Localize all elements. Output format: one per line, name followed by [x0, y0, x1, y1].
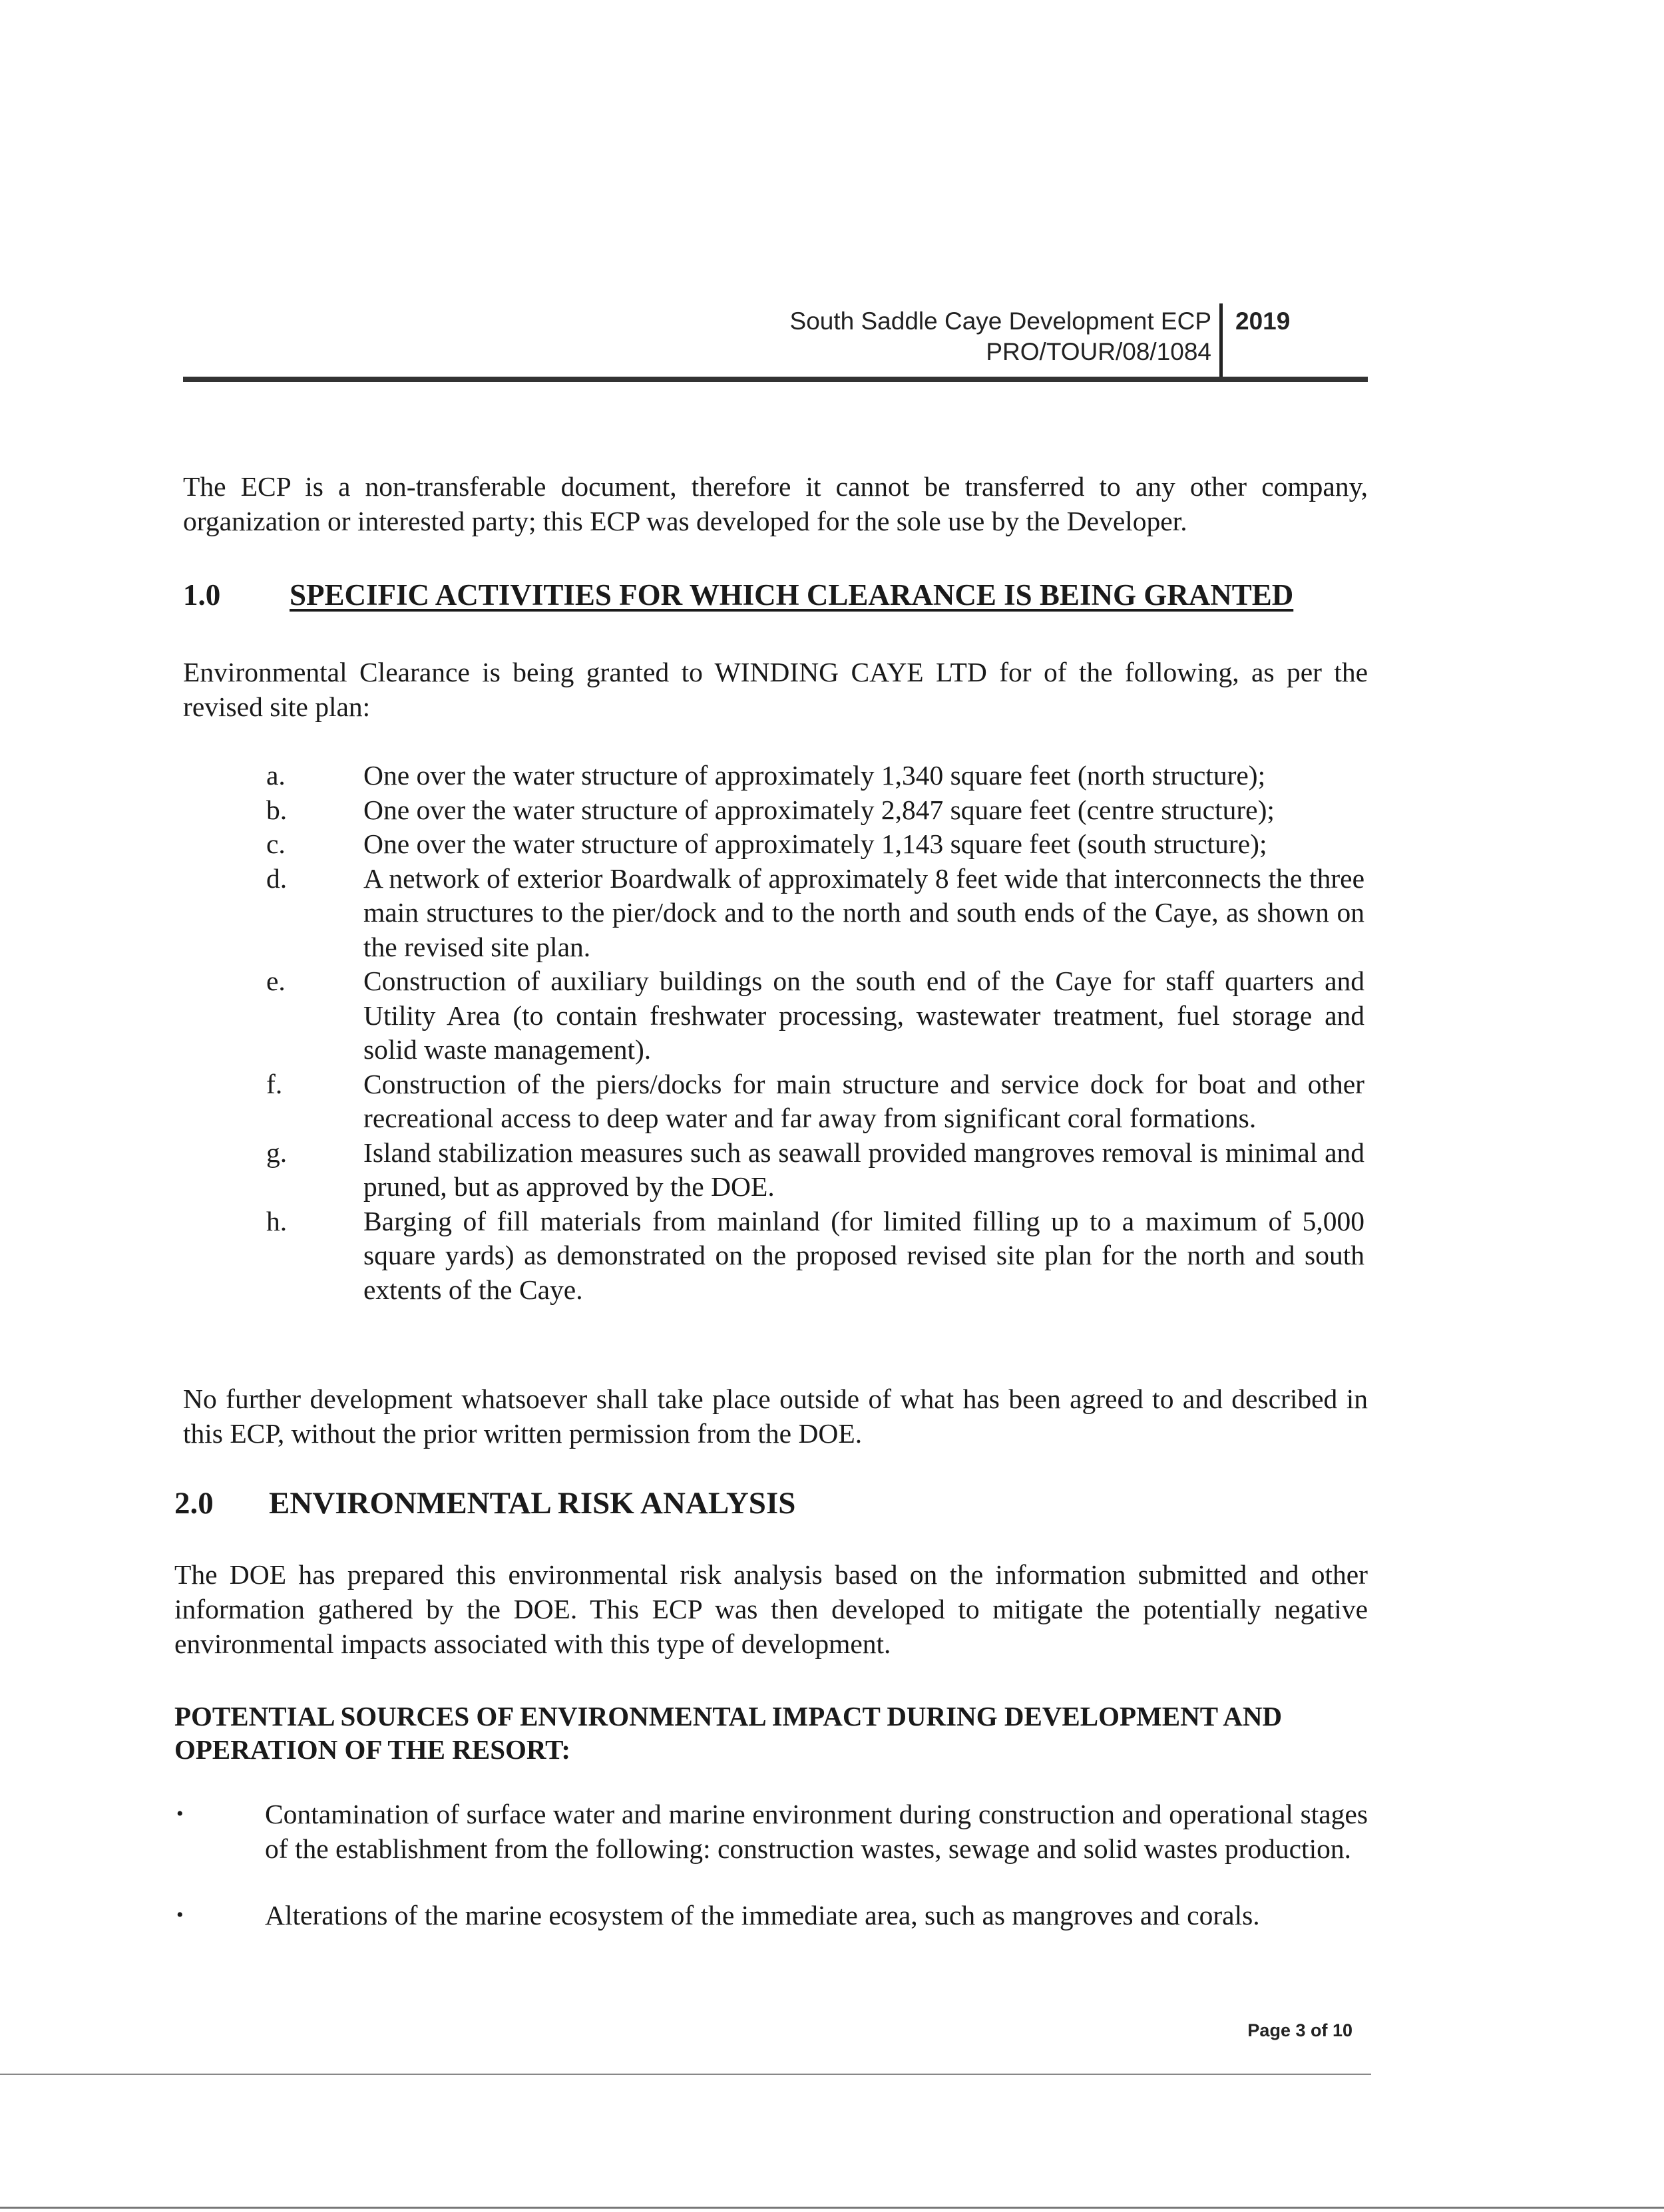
header-divider [1219, 303, 1223, 382]
bullet-icon: • [176, 1904, 184, 1926]
bullet-icon: • [176, 1803, 184, 1825]
list-item-text: One over the water structure of approximately 2,847 square feet (centre structure); [363, 794, 1275, 825]
activity-list [266, 759, 1364, 1307]
list-item [176, 1797, 1368, 1866]
list-item-text: A network of exterior Boardwalk of approximately 8 feet wide that interconnects the three main structures to the pier/dock and to the north and south ends of the Caye, as shown on the revised site plan. [363, 862, 1364, 962]
section-1-number: 1.0 [183, 578, 221, 612]
section-2-intro: The DOE has prepared this environmental risk analysis based on the information submitted and other information gathered by the DOE. This ECP was then developed to mitigate the potentially negative environmental impacts associated with this type of development. [174, 1559, 1368, 1659]
intro-paragraph: The ECP is a non-transferable document, therefore it cannot be transferred to any other company, organization or interested party; this ECP was developed for the sole use by the Developer. [183, 471, 1368, 536]
section-1-intro: Environmental Clearance is being granted to WINDING CAYE LTD for of the following, as per the revised site plan: [183, 657, 1368, 722]
impact-bullet-list [176, 1797, 1368, 1933]
header-project-name: South Saddle Caye Development ECP [789, 307, 1211, 335]
list-item-label: c. [266, 829, 286, 859]
list-item [266, 793, 1364, 828]
list-item-text: Construction of the piers/docks for main structure and service dock for boat and other recreational access to deep water and far away from significant coral formations. [363, 1068, 1364, 1133]
footer-rule [0, 2074, 1371, 2075]
list-item-label: h. [266, 1205, 288, 1236]
list-item-label: e. [266, 966, 286, 996]
list-item-label: a. [266, 760, 286, 791]
list-item-text: Contamination of surface water and marine environment during construction and operational stages of the establishment from the following: construction wastes, sewage and solid wastes production. [265, 1799, 1368, 1864]
list-item-text: One over the water structure of approximately 1,340 square feet (north structure); [363, 760, 1266, 791]
list-item [266, 964, 1364, 1067]
section-1-closing: No further development whatsoever shall take place outside of what has been agreed to and described in this ECP, without the prior written permission from the DOE. [183, 1383, 1368, 1449]
document-header-title [790, 306, 1211, 367]
list-item-label: d. [266, 862, 288, 894]
page-number: Page 3 of 10 [1247, 2020, 1352, 2040]
header-year: 2019 [1235, 307, 1291, 335]
list-item [266, 862, 1364, 965]
section-2-title: ENVIRONMENTAL RISK ANALYSIS [269, 1486, 796, 1521]
list-item-text: Alterations of the marine ecosystem of the immediate area, such as mangroves and corals. [265, 1900, 1260, 1931]
list-item-label: f. [266, 1068, 283, 1099]
list-item-label: b. [266, 794, 288, 825]
section-2-heading [174, 1485, 795, 1521]
list-item-text: Construction of auxiliary buildings on the south end of the Caye for staff quarters and Utility Area (to contain freshwater processing, wastewater treatment, fuel storage and solid waste management). [363, 966, 1364, 1065]
list-item [266, 759, 1364, 793]
list-item-label: g. [266, 1137, 288, 1168]
list-item [176, 1898, 1368, 1933]
list-item-text: Barging of fill materials from mainland (for limited filling up to a maximum of 5,000 square yards) as demonstrated on the proposed revised site plan for the north and south extents of the Caye. [363, 1205, 1364, 1305]
impact-sources-subheading: POTENTIAL SOURCES OF ENVIRONMENTAL IMPACT DURING DEVELOPMENT AND OPERATION OF THE RESORT: [174, 1701, 1283, 1765]
scan-edge-line [0, 2207, 1664, 2209]
list-item [266, 827, 1364, 862]
section-1-heading [183, 578, 1293, 612]
list-item [266, 1136, 1364, 1204]
list-item [266, 1204, 1364, 1308]
header-rule [183, 377, 1368, 382]
list-item-text: Island stabilization measures such as seawall provided mangroves removal is minimal and pruned, but as approved by the DOE. [363, 1137, 1364, 1202]
header-reference-number: PRO/TOUR/08/1084 [986, 338, 1211, 365]
list-item-text: One over the water structure of approximately 1,143 square feet (south structure); [363, 829, 1267, 859]
list-item [266, 1067, 1364, 1136]
section-1-title: SPECIFIC ACTIVITIES FOR WHICH CLEARANCE IS BEING GRANTED [290, 578, 1294, 612]
section-2-number: 2.0 [174, 1486, 214, 1521]
